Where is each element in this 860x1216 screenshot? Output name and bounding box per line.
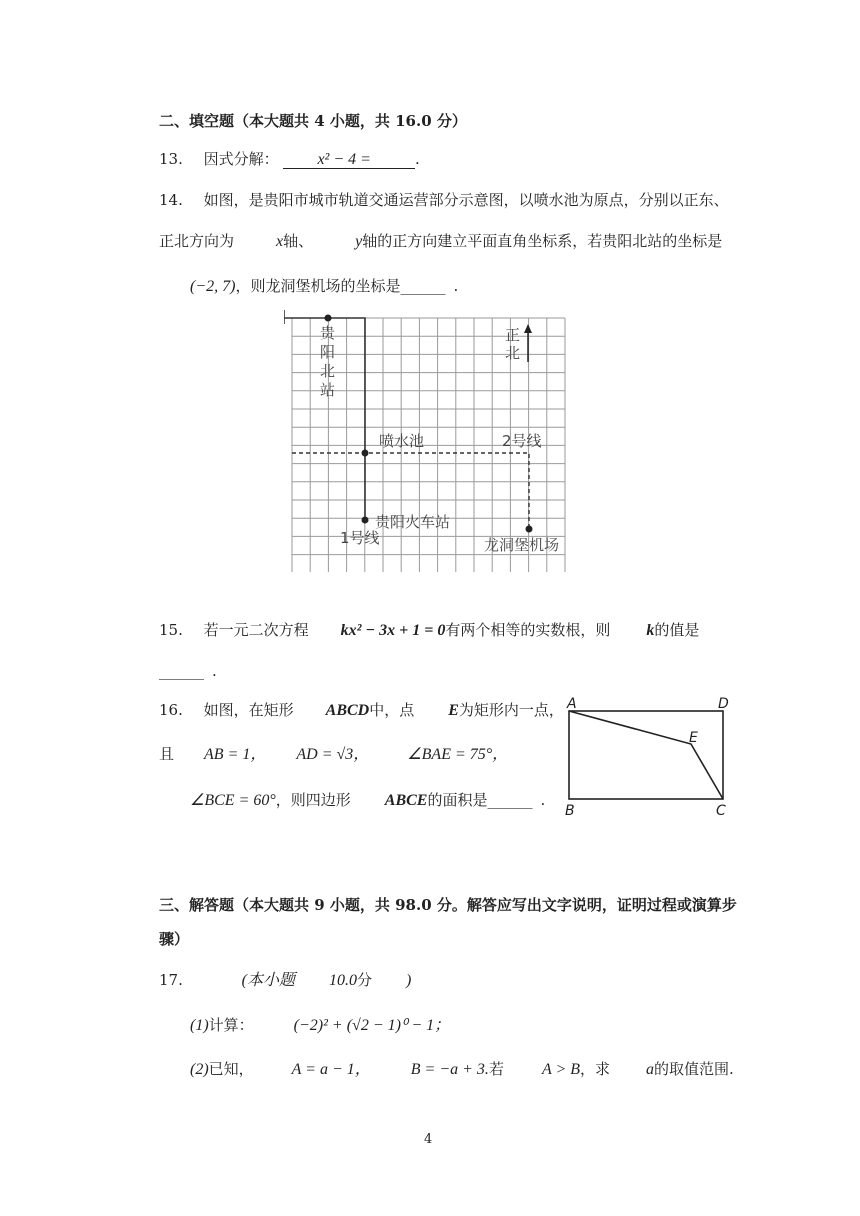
condition-bce: ∠BCE = 60° bbox=[190, 792, 276, 809]
rectangle-figure bbox=[560, 692, 740, 820]
label-guiyang-train-station: 贵阳火车站 bbox=[375, 513, 451, 531]
label-north-1: 正 bbox=[505, 326, 521, 344]
question-number: 15. bbox=[159, 621, 183, 639]
question-number: 17. bbox=[159, 971, 183, 989]
label-guiyang-north-3: 北 bbox=[320, 362, 336, 380]
question-15-line-1 bbox=[159, 623, 699, 639]
question-text: 轴、 bbox=[283, 232, 314, 250]
question-13 bbox=[159, 152, 420, 169]
condition-ab: AB = 1， bbox=[204, 746, 267, 763]
question-14-line-3 bbox=[190, 279, 458, 295]
question-16-line-3 bbox=[190, 793, 545, 809]
score-unit: 分 bbox=[356, 971, 372, 989]
answer-blank: ______ bbox=[400, 277, 446, 295]
part-text: 若 bbox=[488, 1060, 504, 1078]
part-label: (1) bbox=[190, 1017, 209, 1034]
part-text: 计算： bbox=[208, 1016, 254, 1034]
question-text: 有两个相等的实数根，则 bbox=[445, 621, 611, 639]
definition-a: A = a − 1， bbox=[291, 1061, 371, 1078]
math-expression: x² − 4 = bbox=[317, 151, 371, 168]
question-text: 如图，在矩形 bbox=[203, 701, 294, 719]
math-var-x: x bbox=[276, 233, 284, 250]
question-text: 中，点 bbox=[369, 701, 415, 719]
guiyang-north-station-dot bbox=[325, 315, 332, 322]
label-e: E bbox=[689, 730, 698, 746]
definition-b: B = −a + 3. bbox=[410, 1061, 489, 1078]
label-fountain: 喷水池 bbox=[379, 432, 425, 450]
question-text: 若一元二次方程 bbox=[203, 621, 309, 639]
label-guiyang-north-1: 贵 bbox=[320, 324, 336, 342]
point-e: E bbox=[448, 702, 459, 719]
segments-ae-ec bbox=[569, 711, 723, 799]
condition-ad: AD = √3， bbox=[296, 746, 370, 763]
math-var-k: k bbox=[646, 622, 655, 639]
part-text: ，求 bbox=[580, 1060, 611, 1078]
question-text: ，则四边形 bbox=[275, 791, 351, 809]
question-17-part-1 bbox=[190, 1018, 450, 1034]
page-number: 4 bbox=[424, 1132, 433, 1147]
period: . bbox=[540, 791, 546, 809]
condition-bae: ∠BAE = 75°， bbox=[407, 746, 509, 763]
question-14-line-2 bbox=[159, 234, 722, 250]
guiyang-train-station-dot bbox=[362, 517, 369, 524]
period: . bbox=[453, 277, 459, 295]
period: . bbox=[414, 150, 420, 168]
question-text: 的面积是 bbox=[427, 791, 488, 809]
label-airport: 龙洞堡机场 bbox=[484, 536, 560, 554]
section-heading-solutions-line-1: 三、解答题（本大题共 9 小题，共 98.0 分。解答应写出文字说明，证明过程或演算步 bbox=[159, 896, 737, 914]
condition-a-gt-b: A > B bbox=[541, 1061, 581, 1078]
north-arrow-head-icon bbox=[524, 324, 532, 333]
question-text: 因式分解： bbox=[203, 150, 279, 168]
question-17-part-2 bbox=[190, 1062, 734, 1078]
rail-transit-map bbox=[284, 310, 574, 572]
question-number: 13. bbox=[159, 150, 183, 168]
answer-blank: ______ bbox=[159, 662, 204, 680]
question-14-line-1 bbox=[159, 193, 729, 208]
rect-abcd: ABCD bbox=[325, 702, 370, 719]
airport-dot bbox=[526, 526, 533, 533]
label-north-2: 北 bbox=[505, 344, 521, 362]
question-15-line-2 bbox=[159, 664, 217, 679]
section-heading-solutions-line-2: 骤） bbox=[159, 930, 190, 948]
coordinate: (−2, 7) bbox=[190, 278, 236, 295]
math-var-a: a bbox=[646, 1061, 655, 1078]
equation: kx² − 3x + 1 = 0 bbox=[340, 622, 446, 639]
question-text: 的值是 bbox=[654, 621, 700, 639]
label-b: B bbox=[565, 803, 575, 819]
part-expression: (−2)² + (√2 − 1)⁰ − 1； bbox=[293, 1017, 451, 1034]
part-text: 的取值范围. bbox=[654, 1060, 734, 1078]
question-17-header bbox=[159, 973, 411, 989]
question-text: 轴的正方向建立平面直角坐标系，若贵阳北站的坐标是 bbox=[362, 232, 723, 250]
rectangle-abcd bbox=[569, 711, 723, 799]
question-text: 如图，是贵阳市城市轨道交通运营部分示意图，以喷水池为原点，分别以正东、 bbox=[203, 191, 729, 209]
score-value: 10.0 bbox=[328, 972, 357, 989]
question-number: 14. bbox=[159, 191, 183, 209]
part-text: 已知， bbox=[208, 1060, 254, 1078]
label-guiyang-north-4: 站 bbox=[320, 381, 336, 399]
score-paren-close: ) bbox=[406, 972, 412, 989]
label-line-2: 2号线 bbox=[502, 432, 542, 450]
label-c: C bbox=[716, 803, 726, 819]
question-text: 正北方向为 bbox=[159, 232, 235, 250]
section-heading-fill-in: 二、填空题（本大题共 4 小题，共 16.0 分） bbox=[159, 112, 467, 130]
math-var-y: y bbox=[355, 233, 363, 250]
label-guiyang-north-2: 阳 bbox=[320, 343, 336, 361]
label-line-1: 1号线 bbox=[340, 529, 380, 547]
quad-abce: ABCE bbox=[384, 792, 428, 809]
question-text: 为矩形内一点， bbox=[458, 701, 564, 719]
label-a: A bbox=[567, 696, 577, 712]
answer-blank bbox=[283, 152, 415, 169]
label-d: D bbox=[718, 696, 729, 712]
question-text: 且 bbox=[159, 745, 175, 763]
question-16-line-1 bbox=[159, 703, 564, 719]
question-text: ，则龙洞堡机场的坐标是 bbox=[235, 277, 401, 295]
answer-blank: ______ bbox=[487, 791, 533, 809]
fountain-origin-dot bbox=[362, 450, 369, 457]
score-paren-open: (本小题 bbox=[241, 972, 295, 989]
part-label: (2) bbox=[190, 1061, 209, 1078]
question-number: 16. bbox=[159, 701, 183, 719]
period: . bbox=[212, 662, 217, 680]
question-16-line-2 bbox=[159, 747, 508, 763]
